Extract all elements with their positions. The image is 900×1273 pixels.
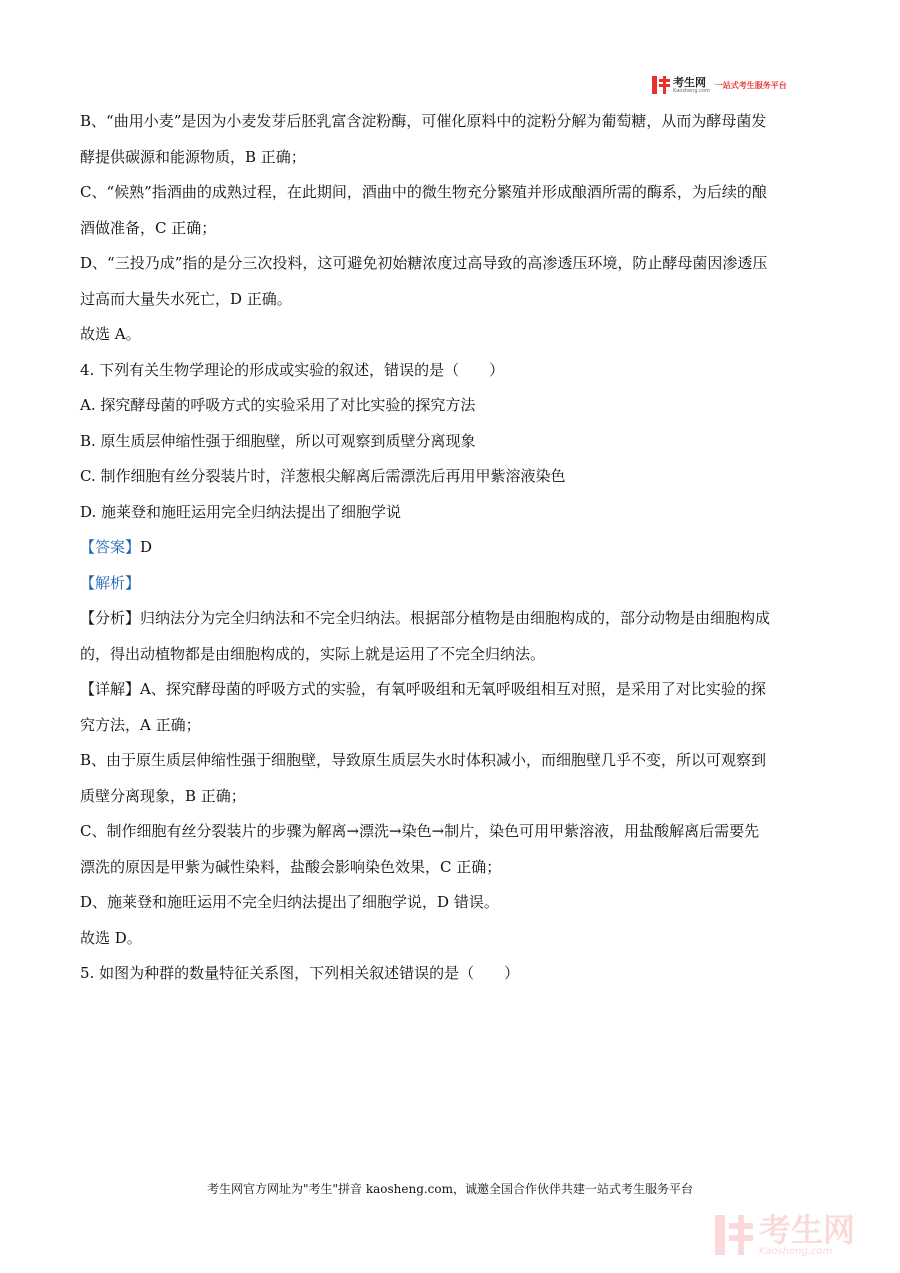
watermark-logo-icon (715, 1215, 753, 1255)
text-line: D、施莱登和施旺运用不完全归纳法提出了细胞学说，D 错误。 (80, 893, 499, 911)
text-line: D、“三投乃成”指的是分三次投料，这可避免初始糖浓度过高导致的高渗透压环境，防止酵母菌因渗透压 (80, 254, 768, 272)
xiangjie-line (80, 672, 825, 708)
watermark-url: Kaosheng.com (759, 1245, 833, 1257)
text-line: B、“曲用小麦”是因为小麦发芽后胚乳富含淀粉酶，可催化原料中的淀粉分解为葡萄糖，从而为酵母菌发 (80, 112, 767, 130)
fenxi-line (80, 601, 825, 637)
fenxi-text: 归纳法分为完全归纳法和不完全归纳法。根据部分植物是由细胞构成的，部分动物是由细胞构成 (140, 609, 771, 627)
option-c: C. 制作细胞有丝分裂装片时，洋葱根尖解离后需漂洗后再用甲紫溶液染色 (80, 467, 566, 485)
text-line: 质壁分离现象，B 正确； (80, 786, 246, 805)
answer-tag: 【答案】 (80, 538, 141, 556)
watermark (715, 1210, 885, 1260)
text-line: 的，得出动植物都是由细胞构成的，实际上就是运用了不完全归纳法。 (80, 644, 546, 663)
text-line: 故选 D。 (80, 928, 142, 947)
text-line: 故选 A。 (80, 325, 141, 343)
logo-url: Kaosheng.com (673, 87, 710, 94)
text-line: 酒做准备，C 正确； (80, 218, 217, 237)
answer-value: D (140, 538, 153, 556)
xiangjie-tag: 【详解】 (80, 680, 141, 698)
option-a: A. 探究酵母菌的呼吸方式的实验采用了对比实验的探究方法 (80, 396, 476, 414)
logo-name: 考生网 (673, 75, 706, 89)
text-line: 漂洗的原因是甲紫为碱性染料，盐酸会影响染色效果，C 正确； (80, 857, 502, 876)
question-stem: 5. 如图为种群的数量特征关系图，下列相关叙述错误的是（ ） (80, 964, 520, 982)
text-line: B、由于原生质层伸缩性强于细胞壁，导致原生质层失水时体积减小，而细胞壁几乎不变，所以可观察到 (80, 751, 767, 769)
logo-mark-icon (652, 76, 670, 94)
watermark-name: 考生网 (759, 1210, 856, 1249)
option-b: B. 原生质层伸缩性强于细胞壁，所以可观察到质壁分离现象 (80, 431, 476, 450)
option-d: D. 施莱登和施旺运用完全归纳法提出了细胞学说 (80, 502, 402, 521)
logo-slogan: 一站式考生服务平台 (714, 80, 787, 90)
analysis-heading (80, 566, 825, 602)
answer-line (80, 530, 825, 566)
text-line: 究方法，A 正确； (80, 715, 201, 734)
document-body (80, 104, 825, 992)
text-line: 过高而大量失水死亡，D 正确。 (80, 289, 292, 308)
analysis-tag: 【解析】 (80, 573, 141, 592)
text-line: C、“候熟”指酒曲的成熟过程，在此期间，酒曲中的微生物充分繁殖并形成酿酒所需的酶系，为后续的酿 (80, 183, 767, 201)
text-line: C、制作细胞有丝分裂装片的步骤为解离→漂洗→染色→制片，染色可用甲紫溶液，用盐酸解离后需要先 (80, 822, 760, 840)
fenxi-tag: 【分析】 (80, 609, 141, 627)
text-line: 酵提供碳源和能源物质，B 正确； (80, 147, 306, 166)
header-logo (652, 74, 822, 96)
question-stem: 4. 下列有关生物学理论的形成或实验的叙述，错误的是（ ） (80, 360, 505, 379)
page-footer: 考生网官方网址为"考生"拼音 kaosheng.com，诚邀全国合作伙伴共建一站式考生服务平台 (206, 1182, 694, 1196)
xiangjie-text: A、探究酵母菌的呼吸方式的实验，有氧呼吸组和无氧呼吸组相互对照，是采用了对比实验的探 (140, 680, 766, 698)
